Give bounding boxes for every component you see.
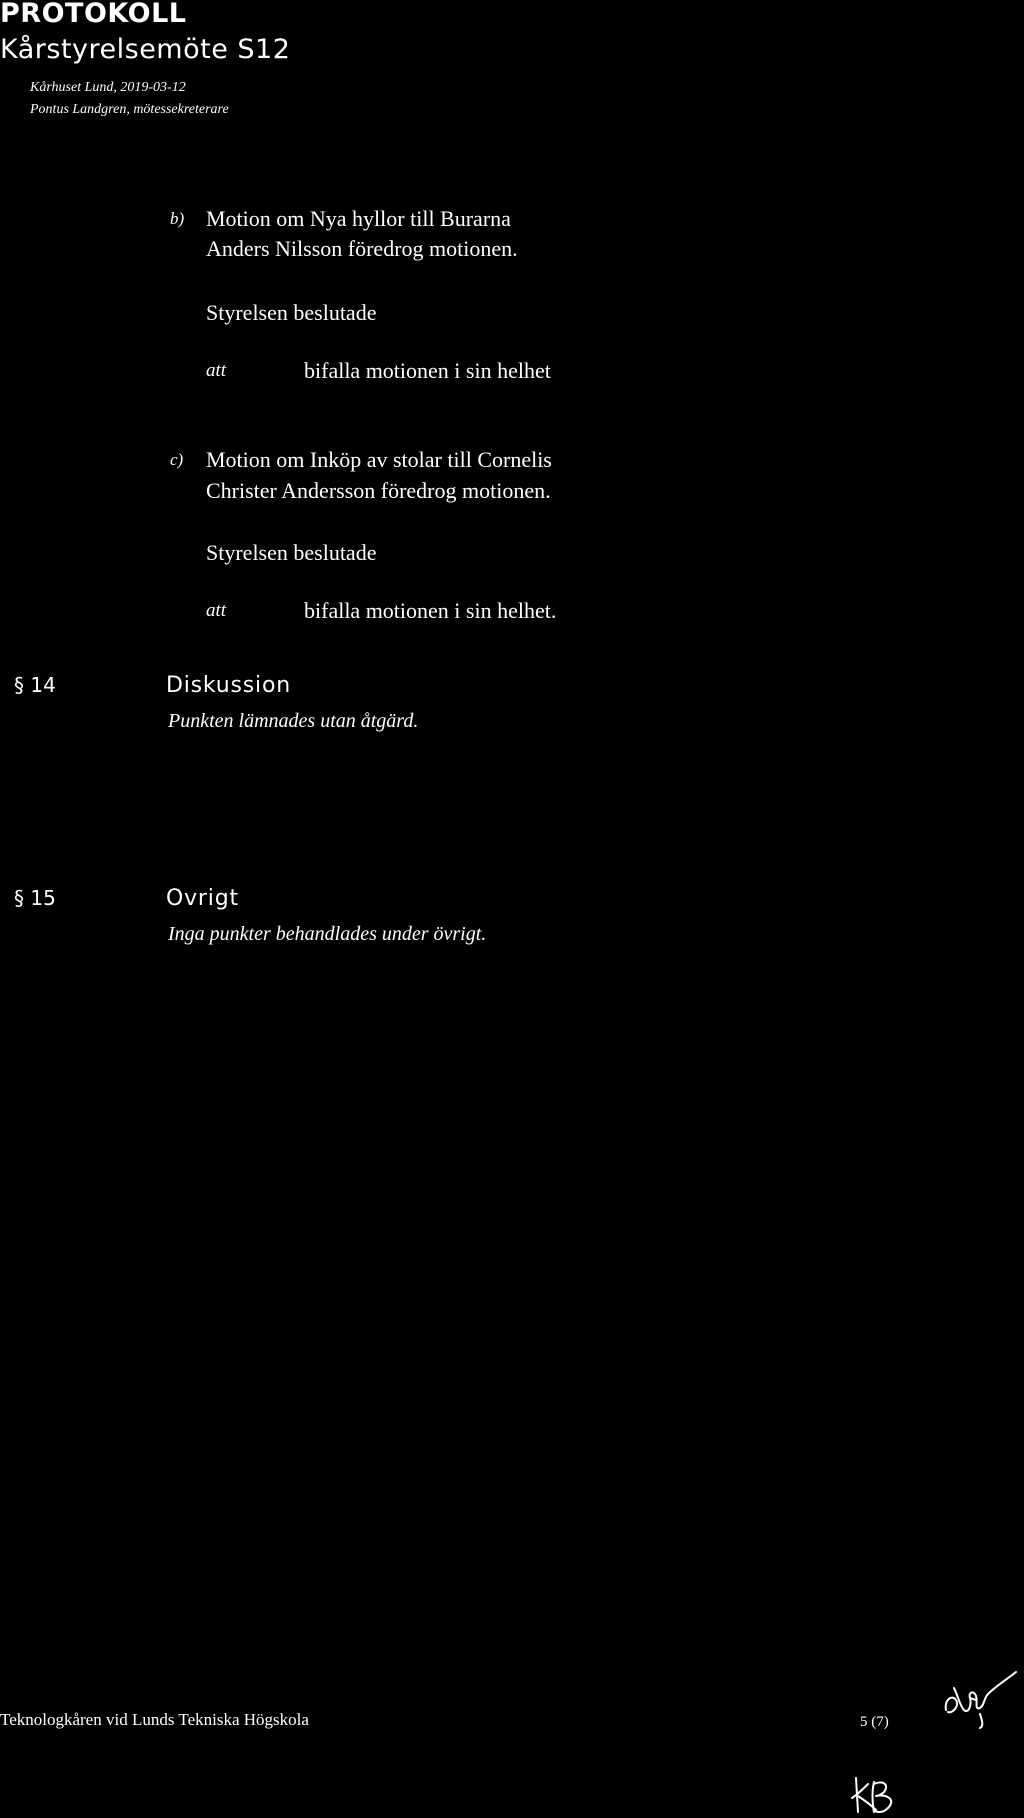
footer-organization: Teknologkåren vid Lunds Tekniska Högskola — [0, 1710, 309, 1729]
section-number-14: § 14 — [14, 673, 56, 697]
item-c-decision: bifalla motionen i sin helhet. — [304, 598, 557, 623]
item-c-decision-intro: Styrelsen beslutade — [206, 540, 377, 565]
section-number-15: § 15 — [14, 886, 56, 910]
handwritten-signature — [940, 1670, 1020, 1732]
section-note-15: Inga punkter behandlades under övrigt. — [168, 923, 487, 945]
item-c-presenter: Christer Andersson föredrog motionen. — [206, 478, 551, 503]
item-b-att-label: att — [206, 360, 227, 381]
item-b-decision-intro: Styrelsen beslutade — [206, 300, 377, 325]
document-title: PROTOKOLL — [0, 0, 187, 29]
page-number: 5 (7) — [860, 1714, 889, 1730]
section-heading-14: Diskussion — [166, 673, 291, 698]
item-b-title: Motion om Nya hyllor till Burarna — [206, 206, 511, 231]
item-marker-b: b) — [170, 209, 185, 228]
item-c-title: Motion om Inköp av stolar till Cornelis — [206, 447, 552, 472]
section-heading-15: Ovrigt — [166, 886, 239, 911]
item-marker-c: c) — [170, 450, 184, 469]
meeting-title: Kårstyrelsemöte S12 — [0, 34, 291, 65]
item-c-att-label: att — [206, 600, 227, 621]
meeting-secretary: Pontus Landgren, mötessekreterare — [30, 102, 229, 117]
handwritten-initials — [848, 1774, 908, 1816]
meeting-place-date: Kårhuset Lund, 2019-03-12 — [30, 80, 186, 95]
item-b-decision: bifalla motionen i sin helhet — [304, 358, 551, 383]
section-note-14: Punkten lämnades utan åtgärd. — [168, 710, 419, 732]
item-b-presenter: Anders Nilsson föredrog motionen. — [206, 236, 518, 261]
